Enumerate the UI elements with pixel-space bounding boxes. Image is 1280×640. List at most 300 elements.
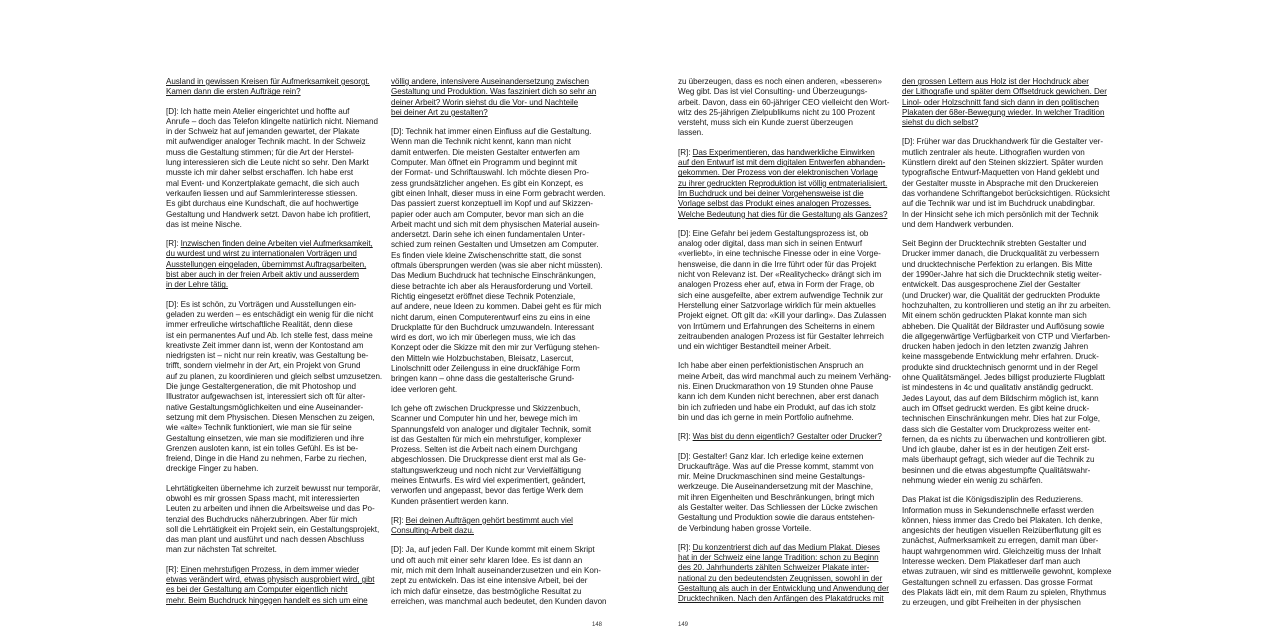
line-text: Spannungsfeld von analoger und digitaler Technik, somit [391, 424, 592, 434]
line-text: Das Plakat ist die Königsdisziplin des Reduzierens. [902, 495, 1084, 505]
text-line [166, 454, 384, 464]
text-line [902, 547, 1120, 557]
line-text: mir, mich mit dem Inhalt auseinanderzusetzen und ein Kon- [391, 566, 601, 576]
line-text: [D]: Ich hatte mein Atelier eingerichtet und hoffte auf [166, 106, 350, 116]
line-text: obwohl es mir grossen Spass macht, mit interessierten [166, 493, 360, 503]
line-text: du wurdest und wirst zu internationalen Vorträgen und [166, 249, 357, 259]
text-line [166, 351, 384, 361]
text-line [391, 271, 609, 281]
text-line [391, 414, 609, 424]
text-line [902, 455, 1120, 465]
text-line [678, 332, 896, 342]
line-text [166, 239, 373, 248]
line-text: zu überzeugen, dass es noch einen anderen, «besseren» [678, 77, 882, 86]
line-text: zu erzeugen, und gibt Freiheiten in der physischen [902, 598, 1081, 608]
text-line [166, 107, 384, 117]
text-line [391, 292, 609, 302]
text-line [678, 403, 896, 413]
column-2 [391, 77, 609, 607]
line-text: etwas zutrauen, wir sind es mittlerweile gewohnt, komplexe [902, 567, 1112, 577]
line-text [678, 543, 880, 552]
text-line [166, 515, 384, 525]
text-line [391, 77, 609, 87]
text-line [391, 455, 609, 465]
line-text: zunächst, Aufmerksamkeit zu erregen, damit man über- [902, 536, 1099, 546]
line-text: Mit einem schön gedruckten Plakat konnte man sich [902, 311, 1087, 321]
text-line [678, 382, 896, 392]
line-text: bin und das ich gerne in mein Portfolio aufnehme. [678, 412, 854, 422]
line-text: Plakaten der 68er-Bewegung wieder. In welcher Tradition [902, 107, 1105, 117]
text-line [166, 239, 384, 249]
line-text: Im Buchdruck und bei deiner Vorgehensweise ist die [678, 188, 864, 198]
text-line [902, 445, 1120, 455]
line-text: den grossen Lettern aus Holz ist der Hochdruck aber [902, 77, 1089, 86]
text-line [902, 270, 1120, 280]
text-line [902, 301, 1120, 311]
text-line [902, 332, 1120, 342]
text-line [166, 220, 384, 230]
line-text: national zu den bedeutendsten Zeugnissen, sowohl in der [678, 573, 883, 583]
text-line [166, 392, 384, 402]
text-line [678, 493, 896, 503]
text-line [902, 342, 1120, 352]
text-line [678, 432, 896, 442]
line-text: immer erfreuliche wirtschaftliche Realität, denn diese [166, 320, 353, 330]
text-line [391, 556, 609, 566]
text-line [166, 423, 384, 433]
line-text: Computer. Man öffnet ein Programm und beginnt mit [391, 158, 577, 168]
text-line [166, 341, 384, 351]
line-text: Richtig eingesetzt eröffnet diese Technik Potenziale, [391, 291, 576, 301]
text-line [166, 148, 384, 158]
text-line [902, 598, 1120, 608]
line-text: Kunden präsentiert werden kann. [391, 496, 509, 506]
interview-question [678, 432, 896, 442]
text-line [391, 108, 609, 118]
text-line [902, 322, 1120, 332]
line-text: musste ich mir daher selbst erschaffen. Ich habe erst [166, 168, 354, 178]
line-text: werkzeuge. Die Auseinandersetzung mit der Maschine, [678, 482, 873, 492]
line-text: Interesse wecken. Dem Plakatleser darf man auch [902, 557, 1081, 567]
text-line [166, 444, 384, 454]
line-text: auf zu planen, zu koordinieren und gleich selbst umzusetzen. [166, 371, 383, 381]
line-text: Konzept oder die Skizze mit den mir zur Verfügung stehen- [391, 343, 600, 353]
text-line [391, 486, 609, 496]
interview-answer [166, 107, 384, 231]
text-line [678, 452, 896, 462]
text-line [678, 342, 896, 352]
line-text: nicht darum, einen Computerentwurf eins zu eins in eine [391, 312, 591, 322]
line-text [678, 148, 875, 157]
line-text: Anrufe – doch das Telefon klingelte natürlich nicht. Niemand [166, 116, 378, 126]
text-line [678, 260, 896, 270]
text-line [166, 168, 384, 178]
text-line [391, 240, 609, 250]
line-text: dreckige Finger zu haben. [166, 464, 259, 474]
line-text: typografische Entwurf-Maquetten von Hand geklebt und [902, 168, 1100, 178]
text-line [391, 168, 609, 178]
text-line [391, 385, 609, 395]
text-line [678, 574, 896, 584]
interview-question [166, 77, 384, 98]
text-line [166, 300, 384, 310]
text-line [678, 513, 896, 523]
text-line [902, 148, 1120, 158]
text-line [902, 404, 1120, 414]
text-line [391, 526, 609, 536]
line-text: meines Entwurfs. Es wird viel experimentiert, geändert, [391, 475, 586, 485]
line-text: der Format- und Schriftauswahl. Ich möchte diesen Pro- [391, 168, 589, 178]
line-text: des 20. Jahrhunderts zählten Schweizer Plakate inter- [678, 563, 870, 573]
line-text: das ist meine Nische. [166, 219, 242, 229]
column-1 [166, 77, 384, 606]
line-text: und oft auch mit einer sehr klaren Idee. Es ist dann an [391, 555, 583, 565]
speaker-tag: [R]: [678, 147, 693, 157]
text-line [391, 127, 609, 137]
text-line [902, 77, 1120, 87]
text-line [678, 189, 896, 199]
line-text: oftmals übersprungen werden (was sie aber nicht müssten). [391, 261, 603, 271]
page-number-left: 148 [592, 622, 603, 628]
text-line [166, 575, 384, 585]
speaker-tag: [R]: [678, 432, 693, 442]
line-text: ist ein permanentes Auf und Ab. Ich stelle fest, dass meine [166, 330, 373, 340]
text-line [902, 536, 1120, 546]
line-text: papier oder auch am Computer, bevor man sich an die [391, 209, 584, 219]
line-text: Ich gehe oft zwischen Druckpresse und Skizzenbuch, [391, 403, 581, 413]
text-line [391, 87, 609, 97]
question-text: Du konzentrierst dich auf das Medium Plakat. Dieses [692, 542, 880, 552]
line-text: Drucker immer danach, die Druckqualität zu verbessern [902, 249, 1100, 259]
line-text: abgeschlossen. Die Druckpresse dient erst mal als Ge- [391, 455, 586, 465]
text-line [166, 127, 384, 137]
text-line [166, 413, 384, 423]
text-line [902, 311, 1120, 321]
line-text: Das Medium Buchdruck hat technische Einschränkungen, [391, 271, 596, 281]
line-text: arbeit. Davon, dass ein 60-jähriger CEO vielleicht den Wort- [678, 97, 890, 107]
text-line [678, 503, 896, 513]
text-line [391, 587, 609, 597]
interview-question [902, 77, 1120, 128]
text-line [166, 525, 384, 535]
line-text: Ausstellungen eingeladen, übernimmst Auftragsarbeiten, [166, 259, 367, 269]
line-text: in der Lehre tätig. [166, 280, 229, 290]
text-line [902, 425, 1120, 435]
line-text: wie «alte» Technik funktioniert, wie man sie für seine [166, 423, 352, 433]
line-text: Scanner und Computer hin und her, bewege mich im [391, 414, 578, 424]
interview-answer [678, 361, 896, 423]
question-text: Inzwischen finden deine Arbeiten viel Aufmerksamkeit, [180, 239, 373, 249]
text-line [678, 524, 896, 534]
column-3 [678, 77, 896, 605]
interview-answer [166, 300, 384, 475]
text-line [391, 516, 609, 526]
line-text: staltungswerkzeug und noch nicht zur Vervielfältigung [391, 465, 581, 475]
line-text: Die junge Gestaltergeneration, die mit Photoshop und [166, 382, 356, 392]
text-line [166, 361, 384, 371]
text-line [391, 374, 609, 384]
line-text: mutlich zentraler als heute. Lithografien wurden von [902, 147, 1085, 157]
line-text: produkte sind drucktechnisch genormt und in der Regel [902, 362, 1098, 372]
text-line [678, 301, 896, 311]
text-line [166, 403, 384, 413]
line-text: (und Drucker) war, die Qualität der gedruckten Produkte [902, 290, 1100, 300]
text-line [391, 323, 609, 333]
text-line [391, 98, 609, 108]
text-line [166, 504, 384, 514]
text-line [166, 210, 384, 220]
line-text: Gestaltung und Produktion sowie die daraus entstehen- [678, 513, 875, 523]
text-line [902, 280, 1120, 290]
line-text: ist das Gestalten für mich ein mehrstufiger, komplexer [391, 434, 582, 444]
text-line [902, 179, 1120, 189]
text-line [391, 333, 609, 343]
text-line [391, 199, 609, 209]
text-line [678, 270, 896, 280]
text-line [902, 394, 1120, 404]
line-text: es bei der Gestaltung am Computer eigentlich nicht [166, 585, 348, 595]
line-text: Vorlage selbst das Produkt eines analogen Prozesses. [678, 199, 872, 209]
line-text: versteht, muss sich ein Kunde zuerst überzeugen [678, 118, 853, 128]
text-line [166, 77, 384, 87]
text-line [391, 210, 609, 220]
line-text: kann ich dem Kunden nicht berechnen, aber erst danach [678, 392, 879, 402]
line-text: auf die Technik war und ist im Buchdruck unabdingbar. [902, 199, 1095, 209]
line-text: technischen Einschränkungen mehr. Dies hat zur Folge, [902, 414, 1101, 424]
text-line [391, 179, 609, 189]
text-line [678, 98, 896, 108]
line-text: Welche Bedeutung hat dies für die Gestaltung als Ganzes? [678, 209, 888, 219]
line-text: zu ihrer gedruckten Reproduktion ist völlig entmaterialisiert. [678, 178, 888, 188]
line-text: von Irrtümern und Erfahrungen des Scheiterns in einem [678, 321, 875, 331]
text-line [391, 364, 609, 374]
line-text: Wenn man die Technik nicht kennt, kann man nicht [391, 137, 571, 147]
line-text: hochzuhalten, zu kontrollieren und stetig an ihr zu arbeiten. [902, 300, 1111, 310]
line-text: abheben. Die Qualität der Bildraster und Auflösung sowie [902, 321, 1105, 331]
line-text: damit entwerfen. Die meisten Gestalter entwerfen am [391, 147, 580, 157]
line-text: und drucktechnische Perfektion zu erlangen. Bis Mitte [902, 259, 1093, 269]
text-line [391, 282, 609, 292]
line-text: erreichen, was manchmal auch bedeutet, den Kunden davon [391, 596, 607, 606]
line-text: Information muss in Sekundenschnelle erfasst werden [902, 505, 1094, 515]
speaker-tag: [R]: [166, 239, 181, 249]
line-text: [D]: Technik hat immer einen Einfluss auf die Gestaltung. [391, 127, 592, 137]
line-text: mit aufwendiger analoger Technik macht. In der Schweiz [166, 137, 366, 147]
line-text: die allgegenwärtige Verfügbarkeit von CTP und Vierfarben- [902, 331, 1111, 341]
text-line [678, 543, 896, 553]
text-line [678, 462, 896, 472]
interview-answer [902, 239, 1120, 486]
text-line [902, 199, 1120, 209]
text-line [391, 576, 609, 586]
line-text: Prozess. Selten ist die Arbeit nach einem Durchgang [391, 445, 578, 455]
line-text: keine massgebende Entwicklung mehr erfahren. Druck- [902, 352, 1099, 362]
speaker-tag: [R]: [166, 564, 181, 574]
line-text: und dem Handwerk verbunden. [902, 219, 1014, 229]
text-line [391, 354, 609, 364]
line-text: lung interessieren sich die Leute nicht so sehr. Den Markt [166, 158, 369, 168]
interview-answer [391, 127, 609, 395]
line-text: Ich habe aber einen perfektionistischen Anspruch an [678, 361, 864, 371]
line-text: des Plakats lädt ein, mit dem Raum zu spielen, Rhythmus [902, 587, 1107, 597]
line-text: verkaufen liessen und auf Sammlerinteresse stiessen. [166, 188, 358, 198]
line-text: auch im Offset gedruckt werden. Es gibt keine druck- [902, 403, 1090, 413]
line-text: hat in der Schweiz eine lange Tradition: schon zu Beginn [678, 553, 879, 563]
text-line [391, 158, 609, 168]
text-line [902, 383, 1120, 393]
line-text: nicht von Relevanz ist. Der «Realitycheck» drängt sich im [678, 270, 882, 280]
text-line [678, 563, 896, 573]
text-line [166, 87, 384, 97]
line-text: verworfen und angepasst, bevor das fertige Werk dem [391, 486, 584, 496]
text-line [678, 210, 896, 220]
text-line [902, 588, 1120, 598]
line-text: lassen. [678, 128, 704, 138]
line-text [678, 432, 882, 441]
line-text: als Gestalter weiter. Das Schliessen der Lücke zwischen [678, 502, 878, 512]
text-line [902, 239, 1120, 249]
text-line [166, 596, 384, 606]
text-line [678, 158, 896, 168]
line-text: Arbeit macht und sich mit dem physischen Material ausein- [391, 219, 600, 229]
text-line [166, 189, 384, 199]
line-text: In der Hinsicht sehe ich mich persönlich mit der Technik [902, 209, 1099, 219]
text-line [166, 585, 384, 595]
line-text: Künstlern direkt auf den Steinen skizziert. Später wurden [902, 158, 1103, 168]
text-line [902, 249, 1120, 259]
line-text: idee verloren geht. [391, 384, 458, 394]
text-line [902, 210, 1120, 220]
column-4 [902, 77, 1120, 609]
interview-answer [391, 545, 609, 607]
line-text: und ein wichtiger Bestandteil meiner Arbeit. [678, 342, 832, 352]
text-line [166, 484, 384, 494]
line-text: ich mich dafür einsetze, das bestmögliche Resultat zu [391, 586, 582, 596]
question-text: Das Experimentieren, das handwerkliche Einwirken [692, 147, 875, 157]
line-text: Linolschnitt oder Zeilenguss in eine druckfähige Form [391, 364, 581, 374]
text-line [902, 567, 1120, 577]
page-number-right: 149 [678, 622, 689, 628]
interview-question [391, 77, 609, 118]
question-text: Was bist du denn eigentlich? Gestalter oder Drucker? [692, 432, 882, 442]
line-text: ist mindestens in 4c und qualitativ anständig gedruckt. [902, 383, 1094, 393]
text-line [391, 404, 609, 414]
text-line [902, 557, 1120, 567]
interview-answer [391, 404, 609, 507]
line-text: Druckaufträge. Was auf die Presse kommt, stammt von [678, 461, 874, 471]
line-text: schied zum reinen Gestalten und Umsetzen am Computer. [391, 240, 599, 250]
line-text: Illustrator aufgewachsen ist, interessiert sich oft für alter- [166, 392, 366, 402]
text-line [391, 545, 609, 555]
text-line [678, 361, 896, 371]
line-text: Seit Beginn der Drucktechnik strebten Gestalter und [902, 239, 1087, 249]
line-text: [D]: Es ist schön, zu Vorträgen und Ausstellungen ein- [166, 299, 357, 309]
text-line [678, 239, 896, 249]
text-line [166, 545, 384, 555]
text-line [166, 434, 384, 444]
text-line [391, 445, 609, 455]
line-text: soll die Lehrtätigkeit ein Projekt sein, ein Gestaltungsprojekt, [166, 524, 380, 534]
line-text: Jedes Layout, das auf dem Bildschirm möglich ist, kann [902, 393, 1099, 403]
line-text: mir. Meine Druckmaschinen sind meine Gestaltungs- [678, 472, 865, 482]
text-line [902, 189, 1120, 199]
line-text: Es finden viele kleine Zwischenschritte statt, die sonst [391, 250, 582, 260]
line-text: Linol- oder Holzschnitt fand sich dann in den politischen [902, 97, 1099, 107]
text-line [166, 158, 384, 168]
line-text: kreativste Zeit immer dann ist, wenn der Kontostand am [166, 340, 364, 350]
line-text: Druckplatte für den Buchdruck umzuwandeln. Interessant [391, 322, 594, 332]
line-text: mit ihren Eigenheiten und Beschränkungen, bringt mich [678, 492, 875, 502]
line-text: Gestaltung und Handwerk setzt. Davon habe ich profitiert, [166, 209, 371, 219]
line-text: siehst du dich selbst? [902, 118, 979, 128]
text-line [678, 118, 896, 128]
text-line [166, 280, 384, 290]
line-text: niedrigsten ist – nicht nur rein kreativ, was Gestaltung be- [166, 351, 369, 361]
line-text: Drucktechniken. Nach den Anfängen des Plakatdrucks mit [678, 594, 884, 604]
line-text: Consulting-Arbeit dazu. [391, 526, 474, 536]
text-line [166, 310, 384, 320]
text-line [902, 220, 1120, 230]
text-line [391, 476, 609, 486]
text-line [678, 291, 896, 301]
line-text: Lehrtätigkeiten übernehme ich zurzeit bewusst nur temporär, [166, 483, 381, 493]
line-text: der 1990er-Jahre hat sich die Drucktechnik stetig weiter- [902, 270, 1102, 280]
line-text: meine Arbeit, das wird manchmal auch zu meinem Verhäng- [678, 371, 892, 381]
line-text: Es gibt durchaus eine Kundschaft, die auf hochwertige [166, 199, 359, 209]
line-text: gibt einen Inhalt, dieser muss in eine Form gebracht werden. [391, 188, 606, 198]
text-line [166, 535, 384, 545]
text-line [391, 137, 609, 147]
text-line [902, 118, 1120, 128]
text-line [166, 199, 384, 209]
interview-answer [902, 495, 1120, 608]
text-line [678, 372, 896, 382]
line-text: [D]: Gestalter! Ganz klar. Ich erledige keine externen [678, 451, 864, 461]
line-text: etwas verändert wird, etwas physisch ausprobiert wird, gibt [166, 575, 375, 585]
line-text: Leuten zu arbeiten und ihnen die Arbeitsweise und das Po- [166, 504, 375, 514]
line-text: analog oder digital, dass man sich in seinen Entwurf [678, 239, 863, 249]
text-line [391, 566, 609, 576]
line-text: andersetzt. Darin sehe ich einen fundamentalen Unter- [391, 230, 585, 240]
line-text: Ausland in gewissen Kreisen für Aufmerksamkeit gesorgt. [166, 77, 370, 86]
text-line [391, 230, 609, 240]
line-text: [D]: Eine Gefahr bei jedem Gestaltungsprozess ist, ob [678, 228, 869, 238]
line-text: auf den Entwurf ist mit dem digitalen Entwerfen abhanden- [678, 158, 886, 168]
text-line [902, 578, 1120, 588]
interview-answer [678, 77, 896, 139]
line-text: das man plant und ausführt und nach dessen Abschluss [166, 535, 365, 545]
text-line [678, 199, 896, 209]
line-text: tenzial des Buchdrucks näherzubringen. Aber für mich [166, 514, 358, 524]
text-line [902, 98, 1120, 108]
interview-answer [678, 229, 896, 353]
text-line [902, 476, 1120, 486]
text-line [902, 363, 1120, 373]
text-line [391, 497, 609, 507]
text-line [166, 464, 384, 474]
line-text: diese betrachte ich aber als Herausforderung und Vorteil. [391, 281, 593, 291]
line-text: Herstellung einer Satzvorlage wirklich für mein aktuelles [678, 300, 876, 310]
line-text: angesichts der heutigen visuellen Reizüberflutung gilt es [902, 526, 1102, 536]
text-line [166, 249, 384, 259]
line-text: mals überhaupt gefragt, sich wieder auf die Technik zu [902, 455, 1095, 465]
text-line [902, 352, 1120, 362]
line-text: Projekt eignet. Oft gilt da: «Kill your darling». Das Zulassen [678, 311, 887, 321]
line-text: den Mitteln wie Holzbuchstaben, Bleisatz, Lasercut, [391, 353, 574, 363]
text-line [678, 249, 896, 259]
line-text: freiend, Dinge in die Hand zu nehmen, Farbe zu riechen, [166, 454, 367, 464]
text-line [902, 506, 1120, 516]
